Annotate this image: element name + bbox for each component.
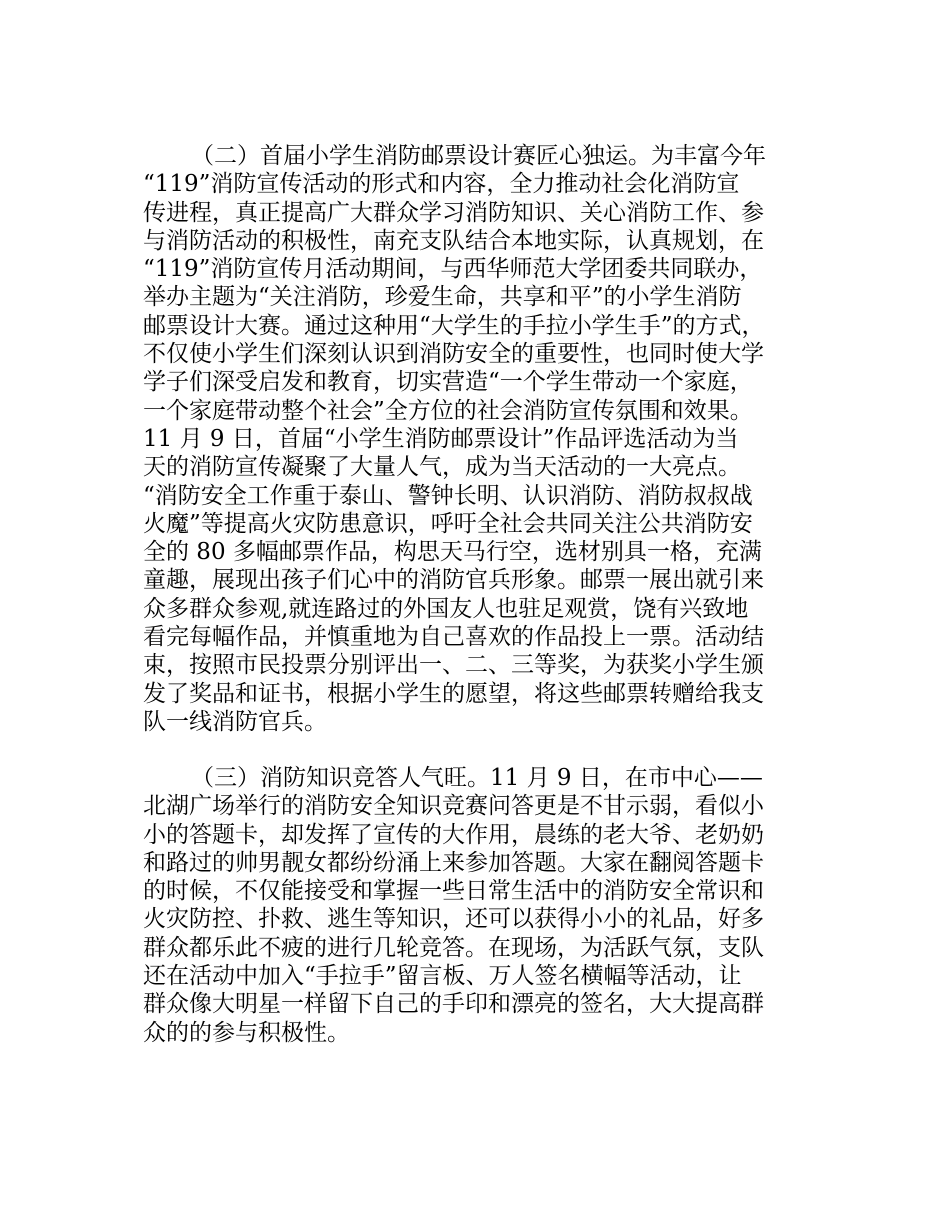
text-line: 群众像大明星一样留下自己的手印和漂亮的签名，大大提高群 [143, 991, 764, 1018]
text-line: 北湖广场举行的消防安全知识竞赛问答更是不甘示弱，看似小 [143, 793, 764, 820]
text-line: 众的的参与积极性。 [143, 1019, 350, 1046]
text-line: 发了奖品和证书，根据小学生的愿望，将这些邮票转赠给我支 [143, 680, 764, 707]
text-line: 束，按照市民投票分别评出一、二、三等奖，为获奖小学生颁 [143, 652, 764, 679]
text-line: 传进程，真正提高广大群众学习消防知识、关心消防工作、参 [143, 199, 764, 226]
text-line: 和路过的帅男靓女都纷纷涌上来参加答题。大家在翻阅答题卡 [143, 849, 764, 876]
text-line: 看完每幅作品，并慎重地为自己喜欢的作品投上一票。活动结 [143, 624, 764, 651]
text-line: 举办主题为“关注消防，珍爱生命，共享和平”的小学生消防 [143, 284, 742, 311]
text-line: “119”消防宣传活动的形式和内容，全力推动社会化消防宣 [143, 171, 740, 198]
text-line: 与消防活动的积极性，南充支队结合本地实际，认真规划，在 [143, 227, 764, 254]
text-line: 火魔”等提高火灾防患意识，呼吁全社会共同关注公共消防安 [143, 510, 753, 537]
text-line: 童趣，展现出孩子们心中的消防官兵形象。邮票一展出就引来 [143, 567, 764, 594]
text-line: 全的 80 多幅邮票作品，构思天马行空，选材别具一格，充满 [143, 539, 762, 566]
text-line: 不仅使小学生们深刻认识到消防安全的重要性，也同时使大学 [143, 341, 764, 368]
text-line: （二）首届小学生消防邮票设计赛匠心独运。为丰富今年 [191, 143, 766, 169]
text-line: 邮票设计大赛。通过这种用“大学生的手拉小学生手”的方式， [143, 312, 765, 339]
text-line: 火灾防控、扑救、逃生等知识，还可以获得小小的礼品，好多 [143, 906, 764, 933]
text-line: “消防安全工作重于泰山、警钟长明、认识消防、消防叔叔战 [143, 482, 753, 509]
text-line: 群众都乐此不疲的进行几轮竞答。在现场，为活跃气氛，支队 [143, 934, 764, 961]
text-line: 的时候，不仅能接受和掌握一些日常生活中的消防安全常识和 [143, 878, 764, 905]
text-line: “119”消防宣传月活动期间，与西华师范大学团委共同联办， [143, 256, 763, 283]
text-line: 一个家庭带动整个社会”全方位的社会消防宣传氛围和效果。 [143, 397, 753, 424]
text-line: 队一线消防官兵。 [143, 708, 327, 735]
text-line: 11 月 9 日，首届“小学生消防邮票设计”作品评选活动为当 [143, 425, 739, 452]
paragraph-stamp-design-contest [143, 142, 843, 736]
text-line: 众多群众参观,就连路过的外国友人也驻足观赏，饶有兴致地 [143, 595, 749, 622]
text-line: 天的消防宣传凝聚了大量人气，成为当天活动的一大亮点。 [143, 454, 741, 481]
text-line: 学子们深受启发和教育，切实营造“一个学生带动一个家庭， [143, 369, 753, 396]
text-line: 还在活动中加入“手拉手”留言板、万人签名横幅等活动，让 [143, 963, 742, 990]
text-line: 小的答题卡，却发挥了宣传的大作用，晨练的老大爷、老奶奶 [143, 821, 764, 848]
paragraph-fire-knowledge-quiz [143, 764, 843, 1047]
text-line: （三）消防知识竞答人气旺。11 月 9 日，在市中心—— [191, 765, 763, 791]
